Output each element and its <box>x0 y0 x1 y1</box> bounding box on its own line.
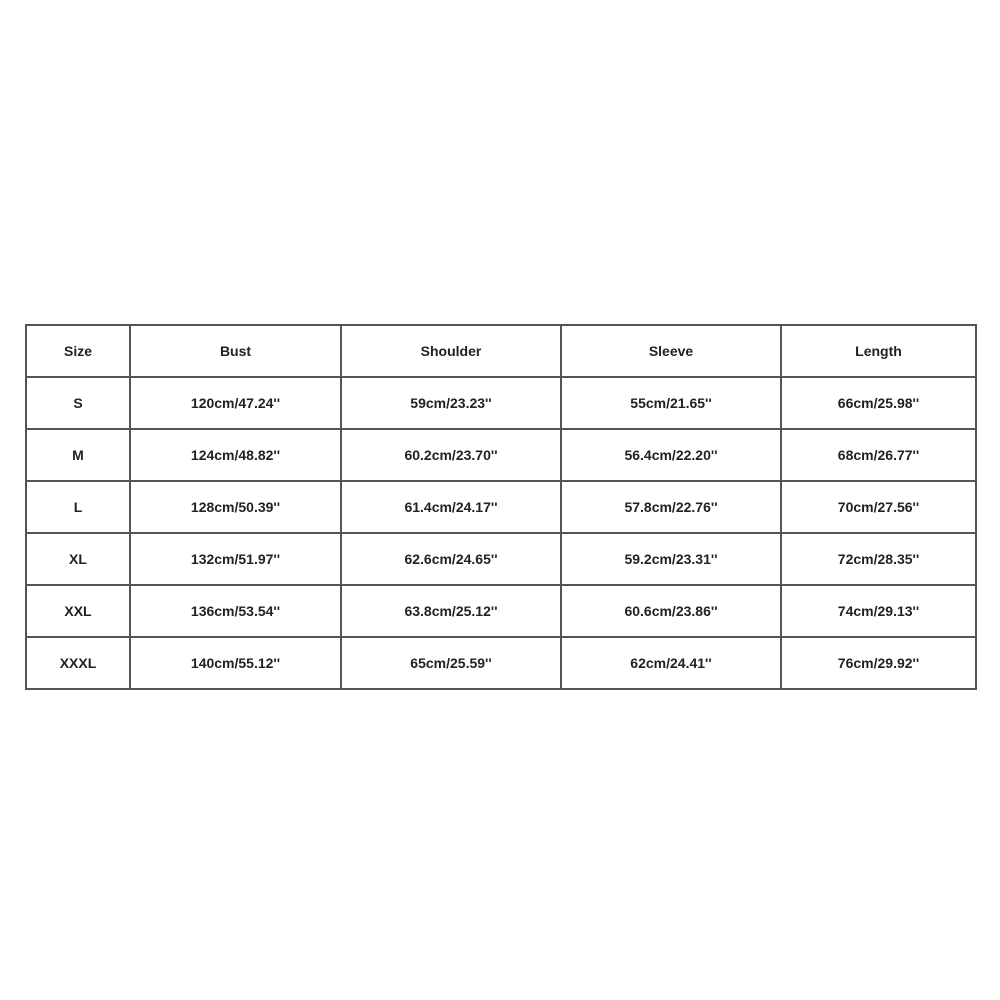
cell-size: L <box>26 481 130 533</box>
table-row <box>26 481 976 533</box>
table-row <box>26 533 976 585</box>
cell-length: 68cm/26.77'' <box>781 429 976 481</box>
cell-length: 66cm/25.98'' <box>781 377 976 429</box>
header-length: Length <box>781 325 976 377</box>
cell-length: 74cm/29.13'' <box>781 585 976 637</box>
header-bust: Bust <box>130 325 341 377</box>
cell-size: XXXL <box>26 637 130 689</box>
cell-sleeve: 62cm/24.41'' <box>561 637 781 689</box>
cell-shoulder: 65cm/25.59'' <box>341 637 561 689</box>
cell-sleeve: 56.4cm/22.20'' <box>561 429 781 481</box>
cell-size: S <box>26 377 130 429</box>
cell-length: 76cm/29.92'' <box>781 637 976 689</box>
cell-shoulder: 62.6cm/24.65'' <box>341 533 561 585</box>
table-row <box>26 377 976 429</box>
cell-shoulder: 63.8cm/25.12'' <box>341 585 561 637</box>
cell-shoulder: 59cm/23.23'' <box>341 377 561 429</box>
cell-bust: 120cm/47.24'' <box>130 377 341 429</box>
table-row <box>26 429 976 481</box>
cell-length: 72cm/28.35'' <box>781 533 976 585</box>
cell-size: XXL <box>26 585 130 637</box>
cell-shoulder: 60.2cm/23.70'' <box>341 429 561 481</box>
cell-sleeve: 59.2cm/23.31'' <box>561 533 781 585</box>
cell-bust: 136cm/53.54'' <box>130 585 341 637</box>
cell-sleeve: 60.6cm/23.86'' <box>561 585 781 637</box>
size-chart-table <box>25 324 977 690</box>
cell-bust: 140cm/55.12'' <box>130 637 341 689</box>
header-sleeve: Sleeve <box>561 325 781 377</box>
cell-sleeve: 57.8cm/22.76'' <box>561 481 781 533</box>
cell-bust: 128cm/50.39'' <box>130 481 341 533</box>
cell-bust: 124cm/48.82'' <box>130 429 341 481</box>
cell-shoulder: 61.4cm/24.17'' <box>341 481 561 533</box>
table-header-row <box>26 325 976 377</box>
cell-sleeve: 55cm/21.65'' <box>561 377 781 429</box>
cell-size: XL <box>26 533 130 585</box>
table-row <box>26 637 976 689</box>
cell-size: M <box>26 429 130 481</box>
table-row <box>26 585 976 637</box>
header-size: Size <box>26 325 130 377</box>
cell-length: 70cm/27.56'' <box>781 481 976 533</box>
cell-bust: 132cm/51.97'' <box>130 533 341 585</box>
header-shoulder: Shoulder <box>341 325 561 377</box>
